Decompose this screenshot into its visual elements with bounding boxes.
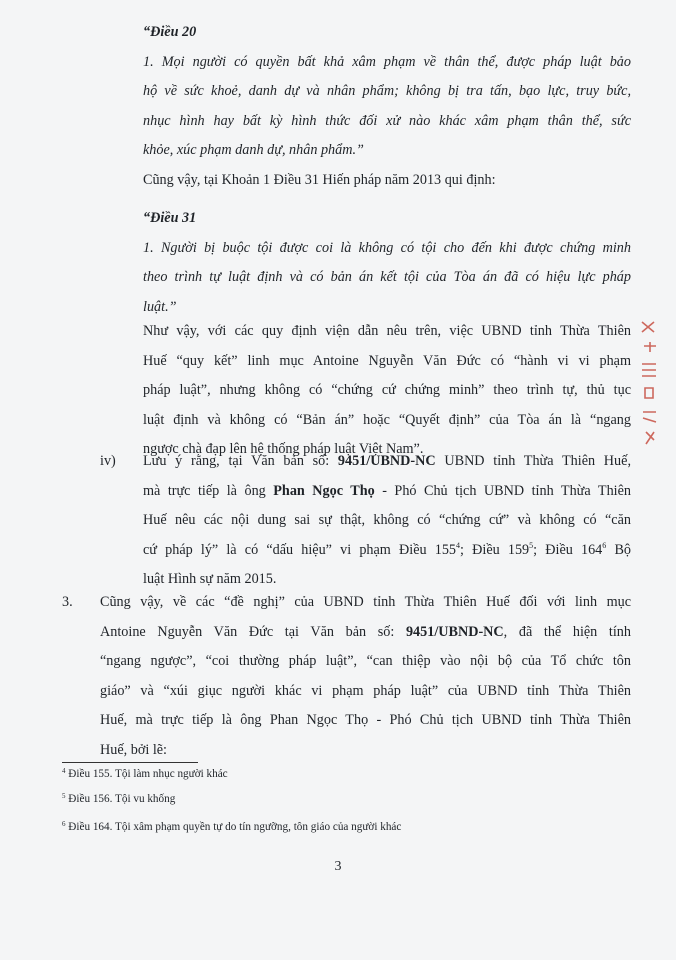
footnote-ref-4: 4 [456, 540, 461, 550]
footnote-6: $^6$ Điều 164. Tội xâm phạm quyền tự do tín ngưỡng, tôn giáo của người khác [62, 820, 402, 833]
item-3-paragraph [100, 588, 631, 765]
article-31-line-3: luật.” [143, 298, 177, 315]
article-20-line-1: 1. Mọi người có quyền bất khả xâm phạm về thân thể, được pháp luật bảo [143, 53, 631, 70]
conclusion-line-1: Như vậy, với các quy định viện dẫn nêu trên, việc UBND tỉnh Thừa Thiên [143, 323, 631, 339]
item-3-line-3: “ngang ngược”, “coi thường pháp luật”, “can thiệp vào nội bộ của Tổ chức tôn [100, 653, 631, 669]
footnote-ref-5: 5 [529, 540, 534, 550]
item-iv-line-4: cứ pháp lý” là có “dấu hiệu” vi phạm Điều $155^4$; Điều $159^5$; Điều $164^6$ Bộ [143, 540, 631, 558]
article-31-quote [143, 204, 631, 322]
article-31-line-2: theo trình tự luật định và có bản án kết tội của Tòa án đã có hiệu lực pháp [143, 269, 631, 285]
article-20-heading: “Điều 20 [143, 24, 197, 40]
conclusion-line-5: ngược chà đạp lên hệ thống pháp luật Việt Nam”. [143, 441, 424, 457]
item-iv-marker: iv) [100, 453, 116, 469]
page-number: 3 [334, 859, 342, 874]
footnote-ref-6: 6 [602, 540, 607, 550]
item-iv-line-5: luật Hình sự năm 2015. [143, 571, 277, 587]
article-20-line-4: khỏe, xúc phạm danh dự, nhân phẩm.” [143, 142, 364, 158]
item-3-line-5: Huế, mà trực tiếp là ông Phan Ngọc Thọ - Phó Chủ tịch UBND tỉnh Thừa Thiên [100, 712, 631, 728]
article-31-line-1: 1. Người bị buộc tội được coi là không có tội cho đến khi được chứng minh [143, 239, 631, 256]
footnote-4: $^4$ Điều 155. Tội làm nhục người khác [62, 767, 228, 780]
item-iv-paragraph [143, 447, 631, 595]
conclusion-paragraph [143, 317, 631, 465]
item-3-line-4: giáo” và “xúi giục người khác vi phạm pháp luật” của UBND tỉnh Thừa Thiên [100, 682, 631, 699]
article-20-line-3: nhục hình hay bất kỳ hình thức đối xử nào khác xâm phạm thân thể, sức [143, 112, 631, 129]
item-3-line-1: Cũng vậy, về các “đề nghị” của UBND tỉnh Thừa Thiên Huế đối với linh mục [100, 594, 631, 610]
intro-article-31 [143, 166, 631, 196]
margin-stamp-icon [636, 318, 666, 448]
item-3-marker: 3. [62, 594, 73, 610]
conclusion-line-4: luật định và không có “Bản án” hoặc “Quyết định” của Tòa án là “ngang [143, 411, 631, 428]
item-3-line-2: Antoine Nguyễn Văn Đức tại Văn bản số: 9451/UBND-NC, đã thể hiện tính [100, 623, 631, 640]
item-iv-line-3: Huế nêu các nội dung sai sự thật, không có “chứng cứ” và không có “căn [143, 512, 631, 528]
item-3-line-6: Huế, bởi lẽ: [100, 741, 167, 758]
conclusion-line-2: Huế “quy kết” linh mục Antoine Nguyễn Văn Đức có “hành vi vi phạm [143, 352, 631, 369]
item-iv-line-1: Lưu ý rằng, tại Văn bản số: 9451/UBND-NC UBND tỉnh Thừa Thiên Huế, [143, 453, 631, 469]
article-20-line-2: hộ về sức khoẻ, danh dự và nhân phẩm; không bị tra tấn, bạo lực, truy bức, [143, 83, 631, 99]
footnote-5: $^5$ Điều 156. Tội vu khống [62, 792, 176, 805]
article-20-quote [143, 18, 631, 166]
footnote-separator [62, 762, 198, 763]
conclusion-line-3: pháp luật”, nhưng không có “chứng cứ chứng minh” theo trình tự, thủ tục [143, 382, 631, 398]
article-31-heading: “Điều 31 [143, 210, 197, 226]
intro-article-31-text: Cũng vậy, tại Khoản 1 Điều 31 Hiến pháp năm 2013 qui định: [143, 172, 496, 188]
item-iv-line-2: mà trực tiếp là ông Phan Ngọc Thọ - Phó Chủ tịch UBND tỉnh Thừa Thiên [143, 482, 632, 499]
